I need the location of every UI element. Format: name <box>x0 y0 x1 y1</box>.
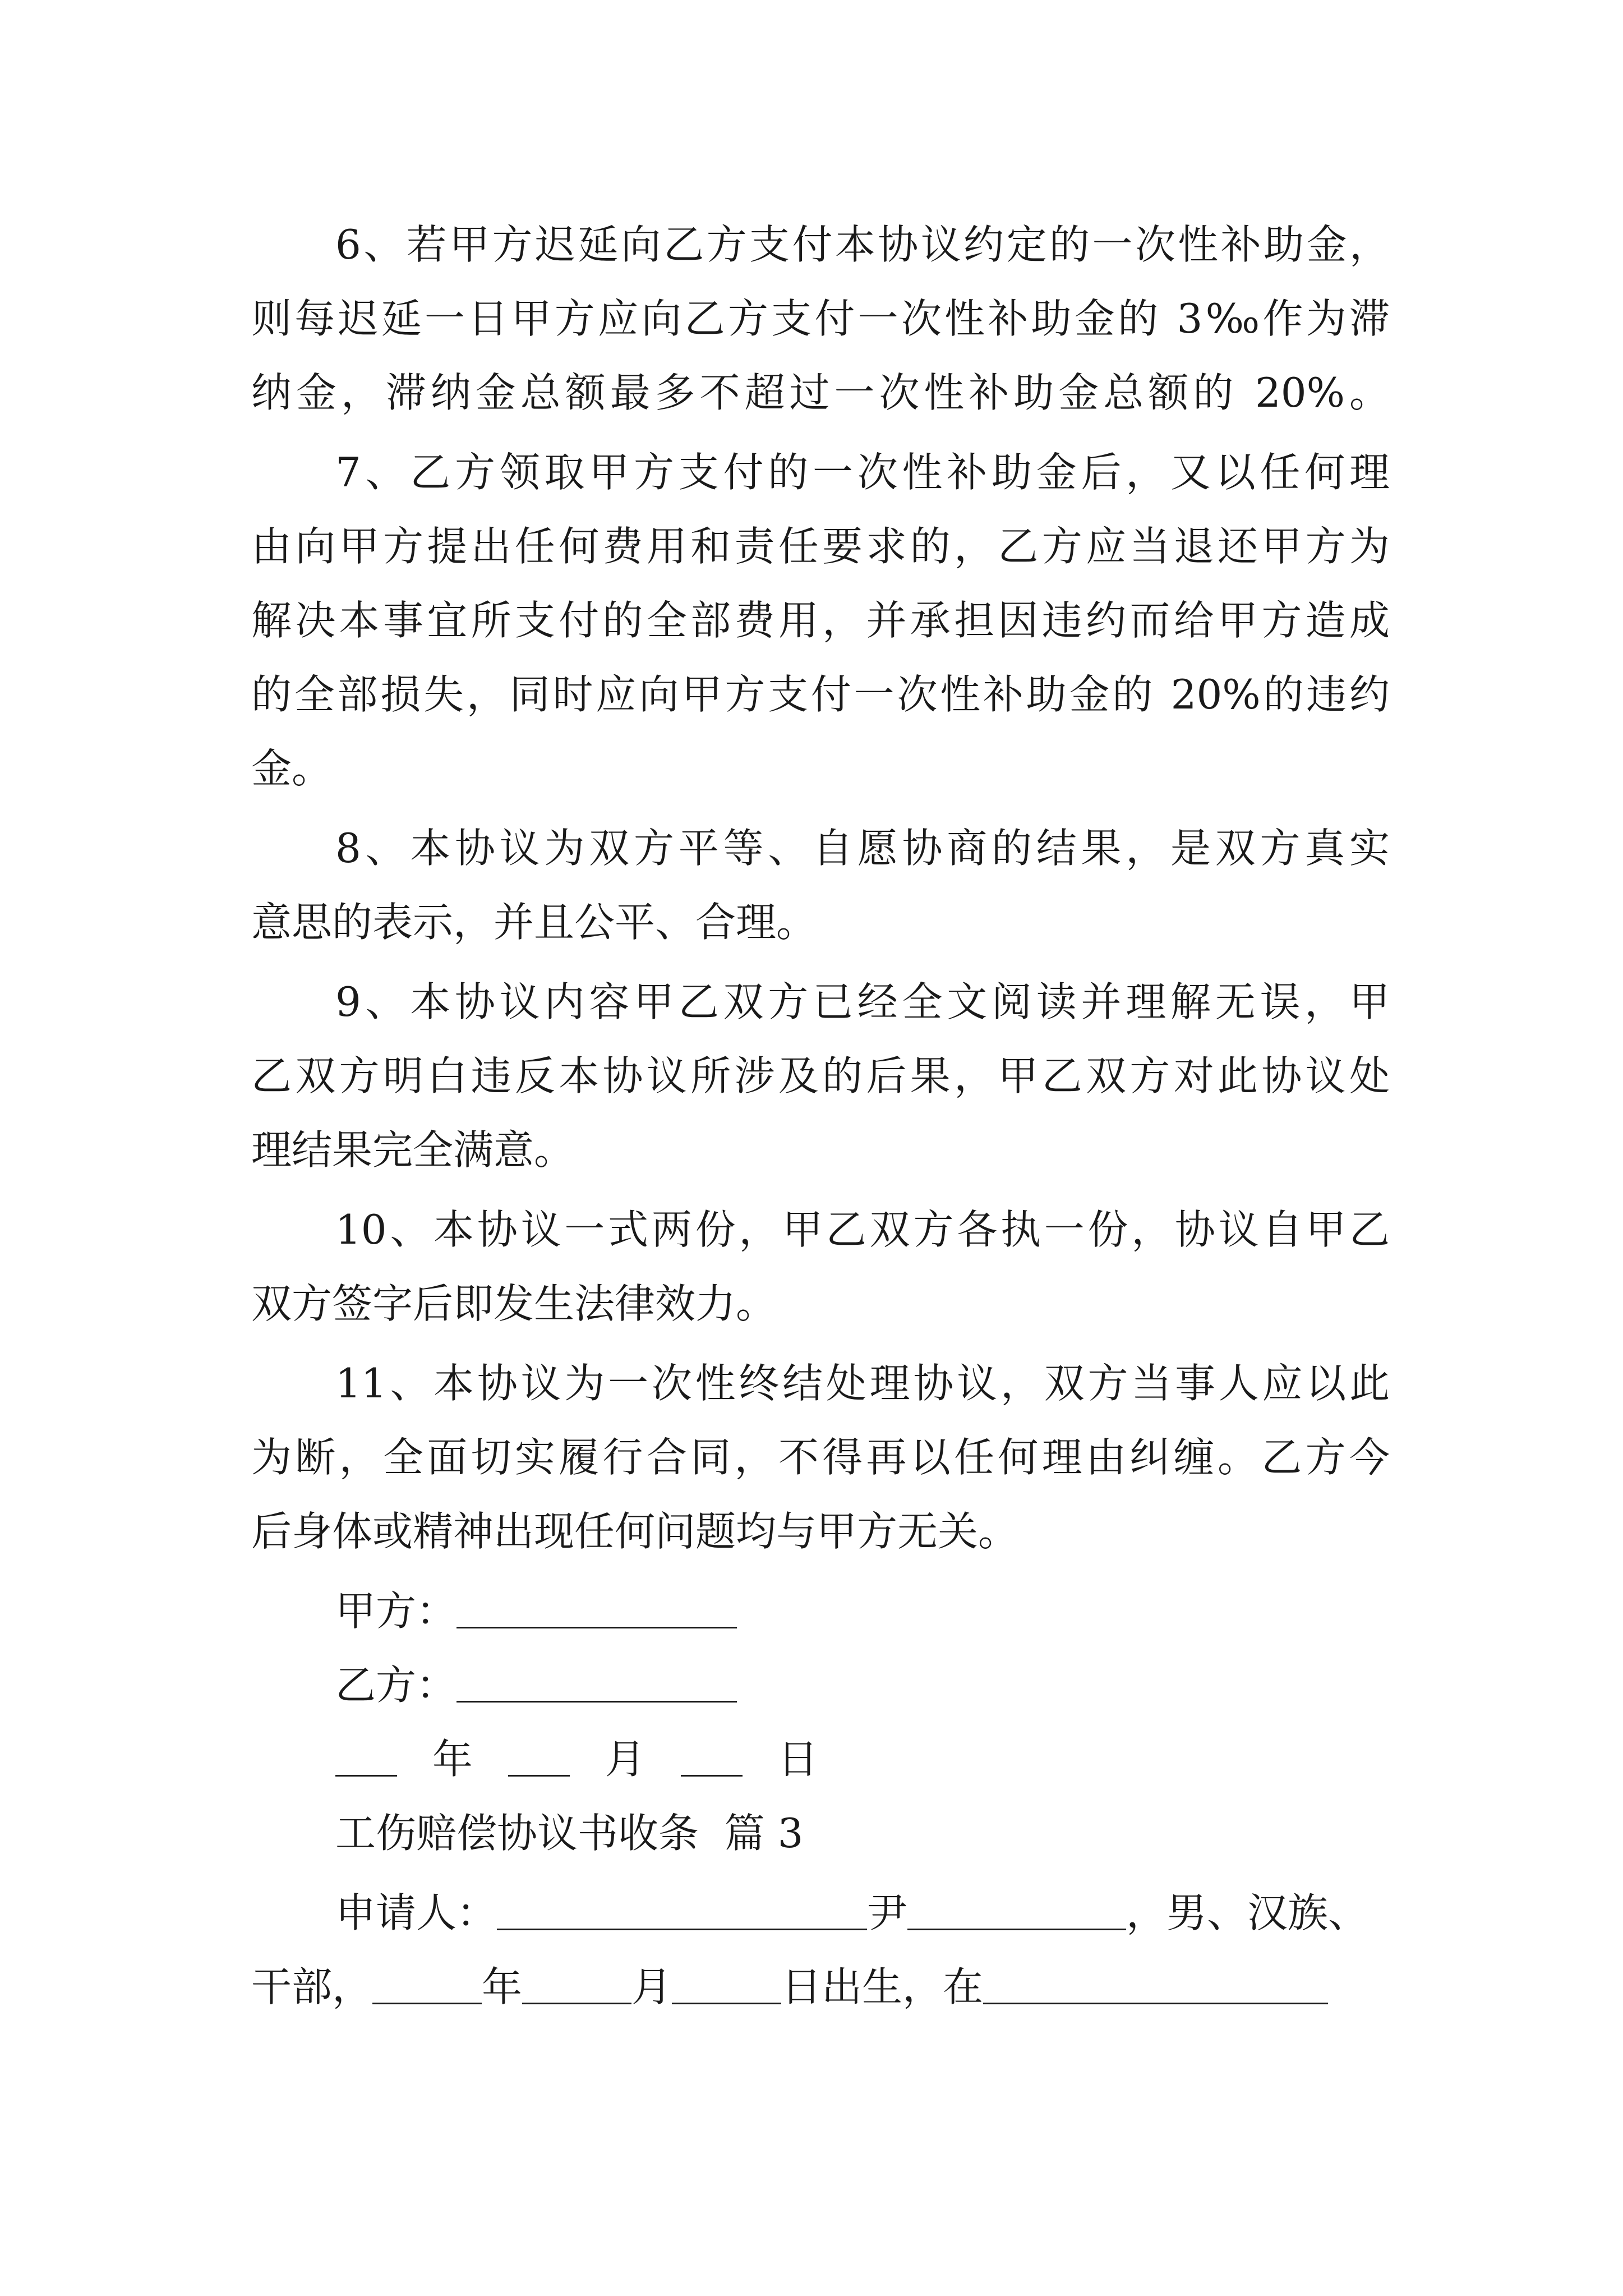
date-line <box>335 1736 818 1783</box>
paragraph-8-line-2: 意思的表示，并且公平、合理。 <box>251 899 817 946</box>
party-a-signature <box>335 1588 737 1635</box>
section-title: 工伤赔偿协议书收条 篇 3 <box>335 1810 804 1857</box>
cadre-label: 干部， <box>251 1963 373 2010</box>
party-b-signature <box>335 1662 737 1709</box>
date-month-blank[interactable] <box>508 1740 570 1777</box>
date-day-blank[interactable] <box>681 1740 743 1777</box>
paragraph-6-line-1: 6、若甲方迟延向乙方支付本协议约定的一次性补助金， <box>335 221 1390 268</box>
party-a-blank[interactable] <box>457 1592 737 1628</box>
applicant-label: 申请人： <box>335 1889 497 1936</box>
date-month-label: 月 <box>605 1736 645 1783</box>
applicant-line <box>335 1889 1369 1936</box>
birth-year-label: 年 <box>482 1963 523 2010</box>
paragraph-11-line-1: 11、本协议为一次性终结处理协议，双方当事人应以此 <box>335 1360 1390 1407</box>
applicant-info: ，男、汉族、 <box>1126 1889 1369 1936</box>
party-b-blank[interactable] <box>457 1666 737 1703</box>
paragraph-9-line-1: 9、本协议内容甲乙双方已经全文阅读并理解无误，甲 <box>335 978 1390 1025</box>
paragraph-7-line-5: 金。 <box>251 745 333 792</box>
applicant-char: 尹 <box>867 1889 908 1936</box>
applicant-second-blank[interactable] <box>907 1894 1126 1930</box>
birth-month-label: 月 <box>631 1963 672 2010</box>
paragraph-8-line-1: 8、本协议为双方平等、自愿协商的结果，是双方真实 <box>335 825 1390 872</box>
birth-day-blank[interactable] <box>672 1968 781 2004</box>
paragraph-10-line-1: 10、本协议一式两份，甲乙双方各执一份，协议自甲乙 <box>335 1206 1390 1253</box>
paragraph-6-line-2: 则每迟延一日甲方应向乙方支付一次性补助金的 3‰作为滞 <box>251 295 1390 342</box>
applicant-name-blank[interactable] <box>497 1894 867 1930</box>
birth-day-text: 日出生，在 <box>781 1963 984 2010</box>
birth-year-blank[interactable] <box>372 1968 482 2004</box>
paragraph-10-line-2: 双方签字后即发生法律效力。 <box>251 1280 777 1327</box>
birth-month-blank[interactable] <box>522 1968 631 2004</box>
party-b-label: 乙方： <box>335 1662 457 1709</box>
paragraph-11-line-3: 后身体或精神出现任何问题均与甲方无关。 <box>251 1508 1019 1555</box>
birth-line <box>251 1963 1328 2010</box>
paragraph-11-line-2: 为断，全面切实履行合同，不得再以任何理由纠缠。乙方今 <box>251 1434 1390 1481</box>
party-a-label: 甲方： <box>335 1588 457 1635</box>
paragraph-7-line-4: 的全部损失，同时应向甲方支付一次性补助金的 20%的违约 <box>251 671 1390 718</box>
paragraph-9-line-3: 理结果完全满意。 <box>251 1126 575 1174</box>
date-year-blank[interactable] <box>335 1740 397 1777</box>
paragraph-6-line-3: 纳金，滞纳金总额最多不超过一次性补助金总额的 20%。 <box>251 369 1390 416</box>
location-blank[interactable] <box>983 1968 1328 2004</box>
paragraph-7-line-1: 7、乙方领取甲方支付的一次性补助金后，又以任何理 <box>335 449 1390 496</box>
date-day-label: 日 <box>777 1736 818 1783</box>
paragraph-7-line-3: 解决本事宜所支付的全部费用，并承担因违约而给甲方造成 <box>251 597 1390 644</box>
paragraph-9-line-2: 乙双方明白违反本协议所涉及的后果，甲乙双方对此协议处 <box>251 1052 1390 1099</box>
date-year-label: 年 <box>432 1736 473 1783</box>
paragraph-7-line-2: 由向甲方提出任何费用和责任要求的，乙方应当退还甲方为 <box>251 523 1390 570</box>
